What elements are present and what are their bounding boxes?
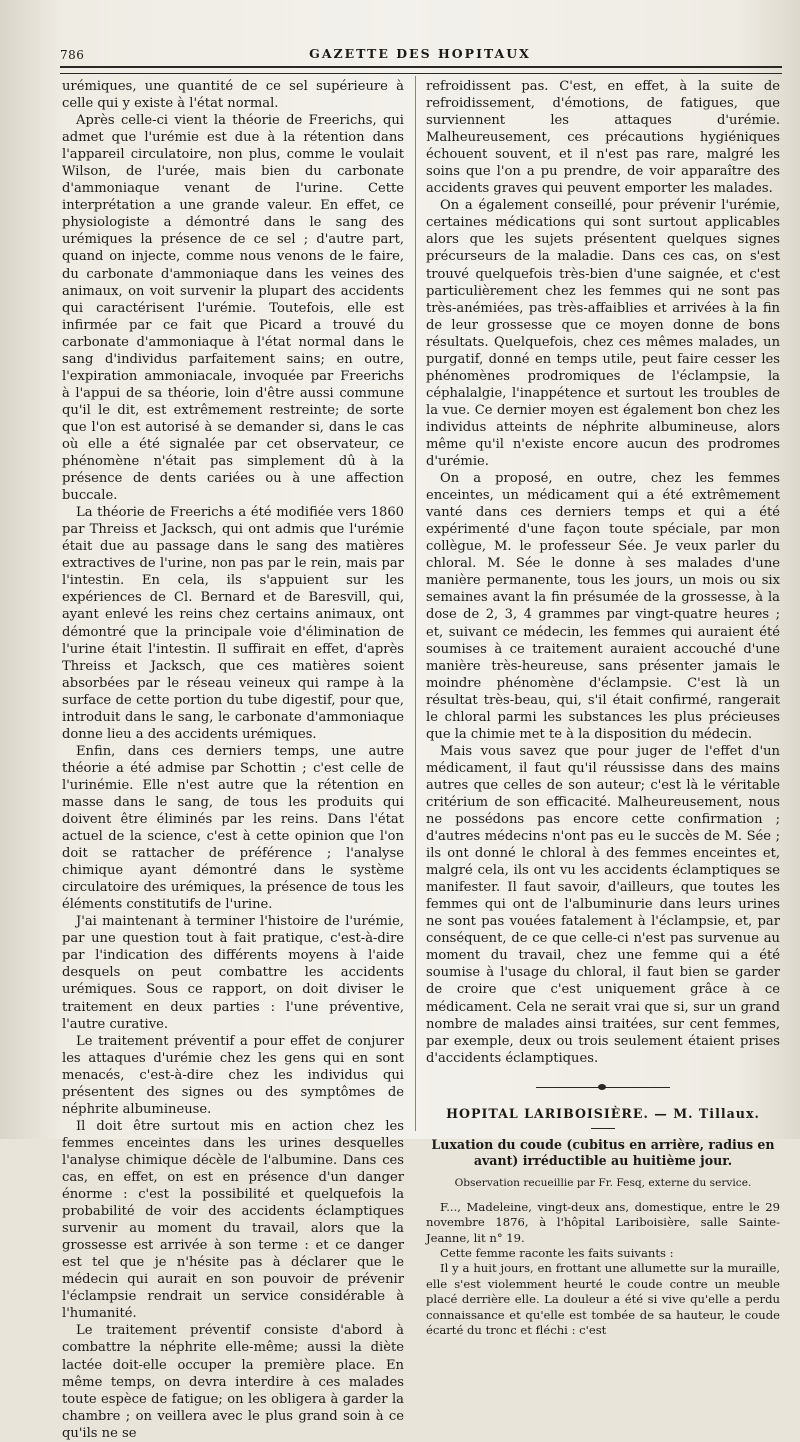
- page-number: 786: [60, 48, 85, 62]
- article-body: [426, 1200, 780, 1339]
- paragraph: Mais vous savez que pour juger de l'effet d'un médicament, il faut qu'il réussisse dans des mains autres que celles de son auteur; c'est là le véritable critérium de son efficacité. Malheureusement, nous ne possédons pas encore cette confirmation ; d'autres médecins n'ont pas eu le succès de M. Sée ; ils ont donné le chloral à des femmes enceintes et, malgré cela, ils ont vu les accidents éclamptiques se manifester. Il faut savoir, d'ailleurs, que toutes les femmes qui ont de l'albuminurie dans leurs urines ne sont pas vouées fatalement à l'éclampsie, et, par conséquent, de ce que celle-ci n'est pas survenue au moment du travail, chez une femme qui a été soumise à l'usage du chloral, il faut bien se garder de croire que c'est uniquement grâce à ce médicament. Cela ne serait vrai que si, sur un grand nombre de malades ainsi traitées, sur cent femmes, par exemple, deux ou trois seulement étaient prises d'accidents éclamptiques.: [426, 743, 780, 1066]
- right-column: [426, 78, 780, 1338]
- paragraph: On a proposé, en outre, chez les femmes enceintes, un médicament qui a été extrêmement vanté dans ces derniers temps et qui a été expérimenté d'une façon toute spéciale, par mon collègue, M. le professeur Sée. Je veux parler du chloral. M. Sée le donne à ses malades d'une manière permanente, tous les jours, un mois ou six semaines avant la fin présumée de la grossesse, à la dose de 2, 3, 4 grammes par vingt-quatre heures ; et, suivant ce médecin, les femmes qui auraient été soumises à ce traitement auraient accouché d'une manière très-heureuse, sans présenter jamais le moindre phénomène d'éclampsie. C'est là un résultat très-beau, qui, s'il était confirmé, rangerait le chloral parmi les substances les plus précieuses que la chimie met te à la disposition du médecin.: [426, 471, 780, 742]
- paragraph: Le traitement préventif a pour effet de conjurer les attaques d'urémie chez les gens qui en sont menacés, c'est-à-dire chez les individus qui présentent des signes ou des symptômes de néphrite albumineuse.: [62, 1033, 404, 1117]
- header-rule: [60, 66, 782, 74]
- running-title: GAZETTE DES HOPITAUX: [309, 46, 531, 61]
- paragraph: F..., Madeleine, vingt-deux ans, domestique, entre le 29 novembre 1876, à l'hôpital Lariboisière, salle Sainte-Jeanne, lit n° 19.: [426, 1199, 780, 1245]
- left-column: [62, 78, 404, 1442]
- page-header: [60, 40, 780, 66]
- paragraph: Cette femme raconte les faits suivants :: [440, 1246, 674, 1261]
- paragraph: urémiques, une quantité de ce sel supérieure à celle qui y existe à l'état normal.: [62, 79, 404, 112]
- paragraph: On a également conseillé, pour prévenir l'urémie, certaines médications qui sont surtout applicables alors que les sujets présentent quelques signes précurseurs de la maladie. Dans ces cas, on s'est trouvé quelquefois très-bien d'une saignée, et c'est particulièrement chez les femmes qui ne sont pas très-anémiées, pas très-affaiblies et arrivées à la fin de leur grossesse que ce moyen donne de bons résultats. Quelquefois, chez ces mêmes malades, un purgatif, donné en temps utile, peut faire cesser les phénomènes prodromiques de l'éclampsie, la céphalalgie, l'inappétence et surtout les troubles de la vue. Ce dernier moyen est également bon chez les individus atteints de néphrite albumineuse, alors même qu'il n'existe encore aucun des prodromes d'urémie.: [426, 198, 780, 470]
- section-heading: HOPITAL LARIBOISIÈRE. — M. Tillaux.: [446, 1105, 760, 1121]
- article-title: Luxation du coude (cubitus en arrière, radius en avant) irréductible au huitième jour.: [431, 1136, 775, 1168]
- paragraph: Enfin, dans ces derniers temps, une autre théorie a été admise par Schottin ; c'est celle de l'urinémie. Elle n'est autre que la rétention en masse dans le sang, de tous les produits qui doivent être éliminés par les reins. Dans l'état actuel de la science, c'est à cette opinion que l'on doit se rattacher de préférence ; l'analyse chimique ayant démontré dans le système circulatoire des urémiques, la présence de tous les éléments constitutifs de l'urine.: [62, 743, 404, 913]
- paragraph: J'ai maintenant à terminer l'histoire de l'urémie, par une question tout à fait pratique, c'est-à-dire par l'indication des différents moyens à l'aide desquels on peut combattre les accidents urémiques. Sous ce rapport, on doit diviser le traitement en deux parties : l'une préventive, l'autre curative.: [62, 914, 404, 1032]
- paragraph: La théorie de Freerichs a été modifiée vers 1860 par Threiss et Jacksch, qui ont admis que l'urémie était due au passage dans le sang des matières extractives de l'urine, non pas par le rein, mais par l'intestin. En cela, ils s'appuient sur les expériences de Cl. Bernard et de Baresvill, qui, ayant enlevé les reins chez certains animaux, ont démontré que la principale voie d'élimination de l'urine était l'intestin. Il suffirait en effet, d'après Threiss et Jacksch, que ces matières soient absorbées par le réseau veineux qui rampe à la surface de cette portion du tube digestif, pour que, introduit dans le sang, le carbonate d'ammoniaque donne lieu a des accidents urémiques.: [62, 505, 404, 742]
- column-divider: [415, 76, 416, 1131]
- heading-rule: [591, 1128, 615, 1129]
- section-separator: [426, 1081, 780, 1095]
- paragraph: refroidissent pas. C'est, en effet, à la suite de refroidissement, d'émotions, de fatigues, que surviennent les attaques d'urémie. Malheureusement, ces précautions hygiéniques échouent souvent, et il n'est pas rare, malgré les soins que l'on a pu prendre, de voir apparaître des accidents graves qui peuvent emporter les malades.: [426, 79, 780, 197]
- paragraph: Il y a huit jours, en frottant une allumette sur la muraille, elle s'est violemment heurté le coude contre un meuble placé derrière elle. La douleur a été si vive qu'elle a perdu connaissance et qu'elle est tombée de sa hauteur, le coude écarté du tronc et fléchi : c'est: [426, 1261, 780, 1338]
- paragraph: Il doit être surtout mis en action chez les femmes enceintes dans les urines desquelles l'analyse chimique décèle de l'albumine. Dans ces cas, en effet, on est en présence d'un danger énorme : c'est la possibilité et quelquefois la probabilité de voir des accidents éclamptiques survenir au moment du travail, alors que la grossesse est arrivée à son terme : et ce danger est tel que je n'hésite pas à déclarer que le médecin qui aurait en son pouvoir de prévenir l'éclampsie rendrait un service considérable à l'humanité.: [62, 1118, 404, 1322]
- paragraph: Après celle-ci vient la théorie de Freerichs, qui admet que l'urémie est due à la rétention dans l'appareil circulatoire, non plus, comme le voulait Wilson, de l'urée, mais bien du carbonate d'ammoniaque venant de l'urine. Cette interprétation a une grande valeur. En effet, ce physiologiste a démontré dans le sang des urémiques la présence de ce sel ; d'autre part, quand on injecte, comme nous venons de le faire, du carbonate d'ammoniaque dans les veines des animaux, on voit survenir la plupart des accidents qui caractérisent l'urémie. Toutefois, elle est infirmée par ce fait que Picard a trouvé du carbonate d'ammoniaque à l'état normal dans le sang d'individus parfaitement sains; en outre, l'expiration ammoniacale, invoquée par Freerichs à l'appui de sa théorie, loin d'être aussi commune qu'il le dit, est extrêmement restreinte; de sorte que l'on est autorisé à se demander si, dans le cas où elle a été signalée par cet observateur, ce phénomène n'était pas simplement dû à la présence de dents cariées ou à une affection buccale.: [62, 113, 404, 504]
- article-byline: Observation recueillie par Fr. Fesq, externe du service.: [454, 1176, 752, 1189]
- paragraph: Le traitement préventif consiste d'abord à combattre la néphrite elle-même; aussi la diète lactée doit-elle occuper la première place. En même temps, on devra interdire à ces malades toute espèce de fatigue; on les obligera à garder la chambre ; on veillera avec le plus grand soin à ce qu'ils ne se: [62, 1323, 404, 1441]
